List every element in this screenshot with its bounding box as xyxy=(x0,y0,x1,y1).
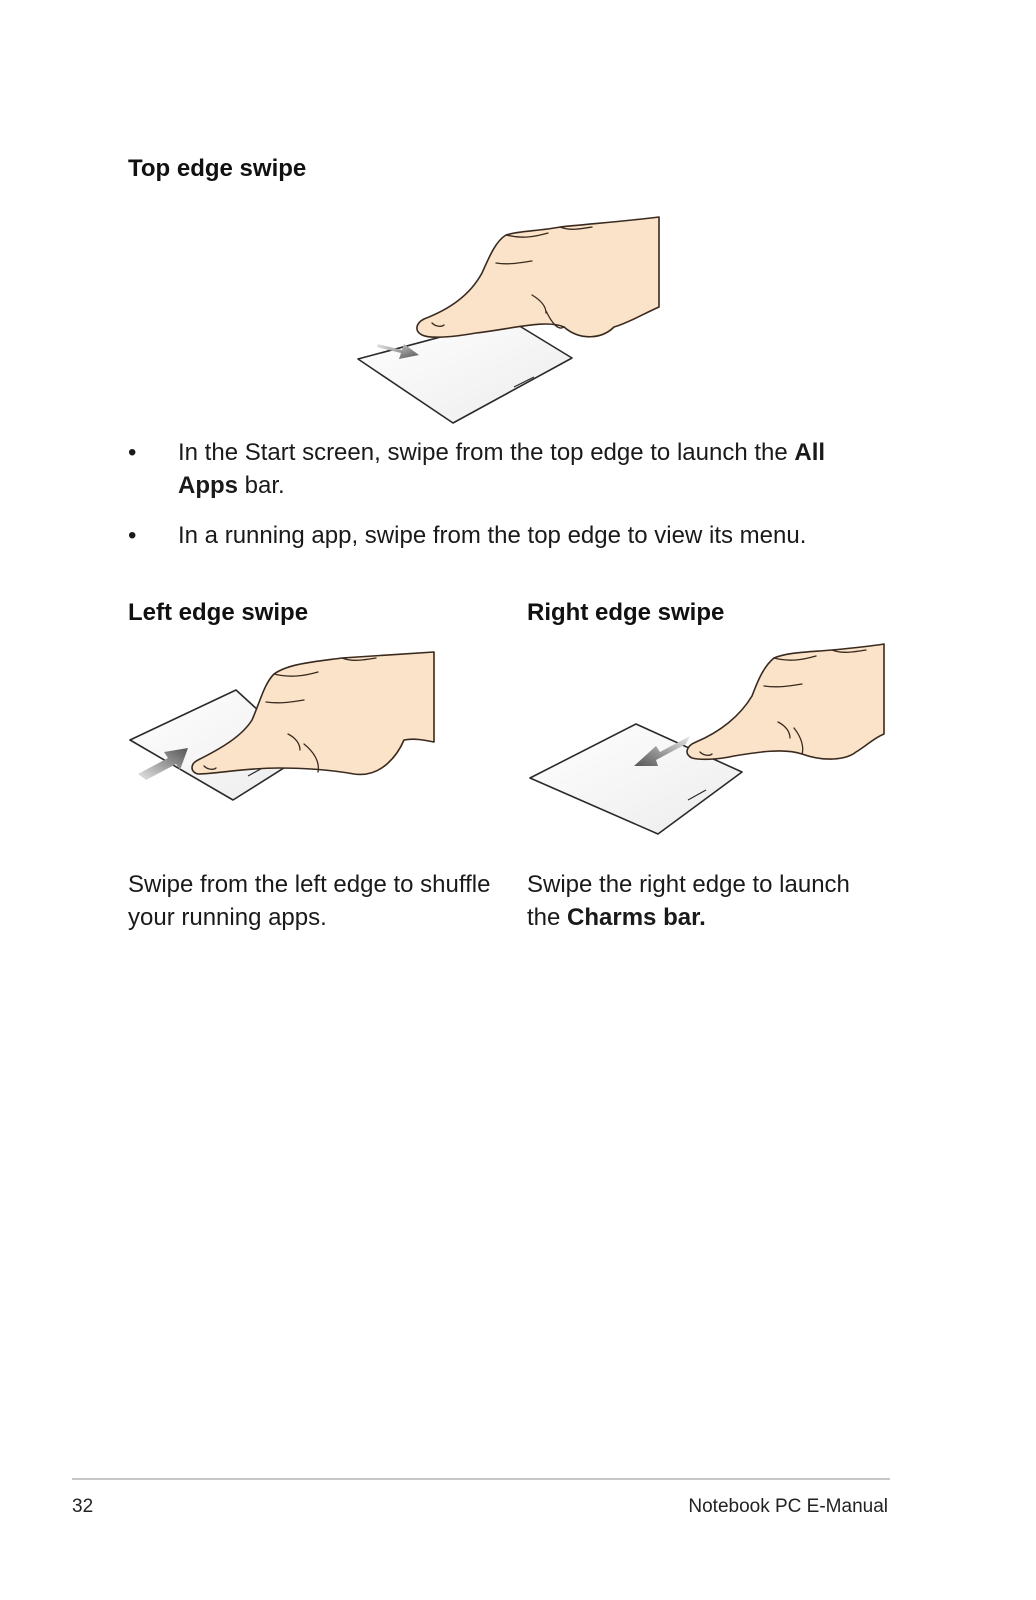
charms-bar-term: Charms bar. xyxy=(567,904,706,931)
caption-text-part: Swipe the right edge to launch the xyxy=(527,871,850,931)
bullet-dot: • xyxy=(128,522,137,549)
bullet-item-app-menu xyxy=(128,519,888,552)
right-edge-swipe-illustration xyxy=(528,642,888,842)
hand-icon xyxy=(687,644,884,759)
left-edge-caption: Swipe from the left edge to shuffle your running apps. xyxy=(128,871,491,931)
bullet-text-part: bar. xyxy=(238,472,285,499)
bullet-bold-term: All Apps xyxy=(178,439,826,499)
manual-title: Notebook PC E-Manual xyxy=(688,1496,888,1517)
bullet-dot: • xyxy=(128,439,137,466)
bullet-text: In a running app, swipe from the top edge to view its menu. xyxy=(178,522,807,549)
left-edge-swipe-illustration xyxy=(128,650,438,810)
top-edge-swipe-heading: Top edge swipe xyxy=(128,155,307,182)
bullet-item-all-apps xyxy=(128,436,888,502)
top-edge-bullet-list xyxy=(128,436,888,569)
left-edge-swipe-heading: Left edge swipe xyxy=(128,599,309,626)
bullet-text-part: In the Start screen, swipe from the top edge to launch the xyxy=(178,439,795,466)
footer-divider xyxy=(72,1478,890,1480)
top-edge-swipe-illustration xyxy=(356,215,666,430)
right-edge-caption xyxy=(527,868,887,934)
right-edge-swipe-heading: Right edge swipe xyxy=(527,599,725,626)
page-number: 32 xyxy=(72,1496,94,1517)
